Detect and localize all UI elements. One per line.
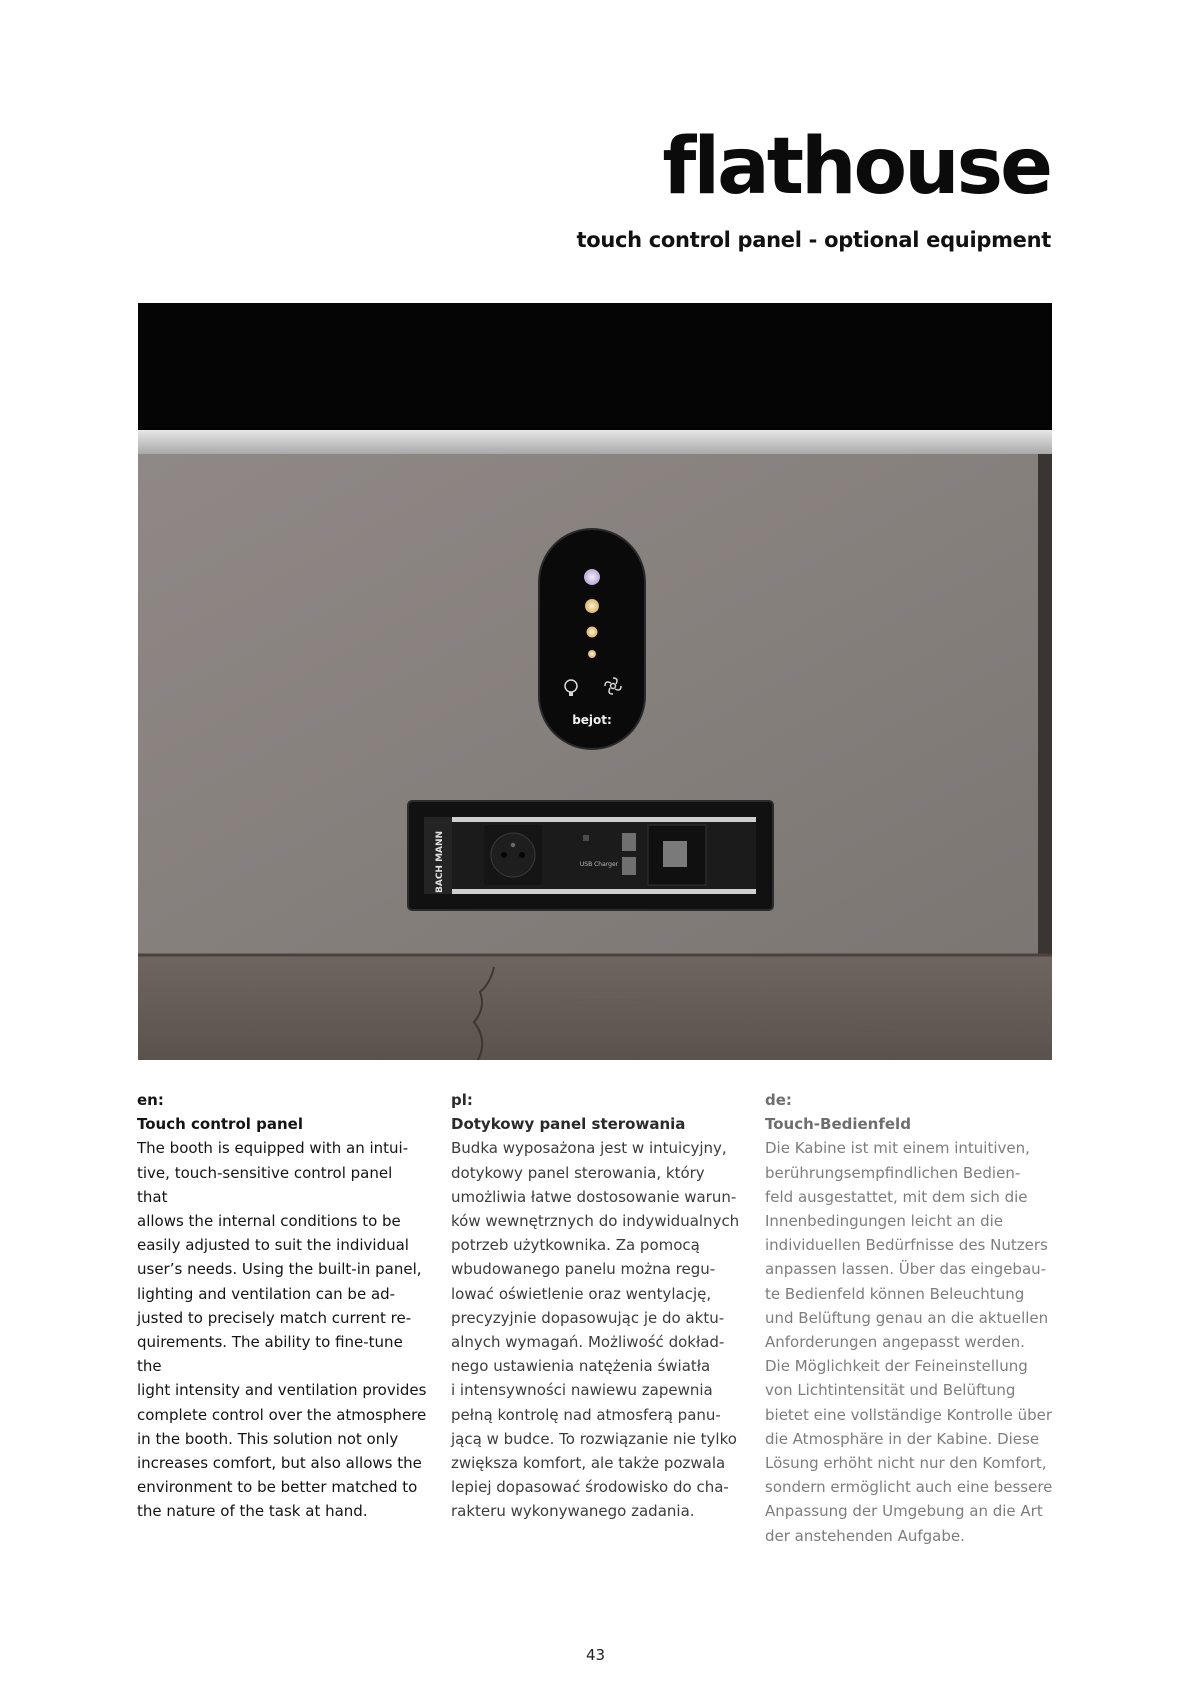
text-line: the nature of the task at hand. bbox=[137, 1502, 368, 1521]
led-3 bbox=[587, 627, 598, 638]
text-line: light intensity and ventilation provides bbox=[137, 1381, 427, 1400]
text-line: anpassen lassen. Über das eingebau- bbox=[765, 1260, 1047, 1279]
lang-label-en: en: bbox=[137, 1091, 164, 1109]
led-4 bbox=[588, 650, 596, 658]
text-line: Anforderungen angepasst werden. bbox=[765, 1333, 1025, 1352]
lang-label-de: de: bbox=[765, 1091, 792, 1109]
text-line: lepiej dopasować środowisko do cha- bbox=[451, 1478, 729, 1497]
text-line: individuellen Bedürfnisse des Nutzers bbox=[765, 1236, 1048, 1255]
text-line: user’s needs. Using the built-in panel, bbox=[137, 1260, 422, 1279]
text-line: und Belüftung genau an die aktuellen bbox=[765, 1308, 1049, 1327]
text-line: easily adjusted to suit the individual bbox=[137, 1236, 409, 1255]
power-socket bbox=[491, 833, 535, 877]
text-line: nego ustawienia natężenia światła bbox=[451, 1357, 711, 1376]
page-number: 43 bbox=[585, 1646, 606, 1664]
heading-en: Touch control panel bbox=[137, 1115, 303, 1134]
touch-control-panel bbox=[539, 529, 645, 749]
usb-port-1 bbox=[622, 833, 636, 851]
usb-port-2 bbox=[622, 857, 636, 875]
text-line: berührungsempfindlichen Bedien- bbox=[765, 1163, 1021, 1182]
body-de bbox=[765, 1136, 1055, 1547]
text-line: i intensywności nawiewu zapewnia bbox=[451, 1381, 713, 1400]
text-line: allows the internal conditions to be bbox=[137, 1212, 401, 1231]
text-line: Lösung erhöht nicht nur den Komfort, bbox=[765, 1454, 1047, 1473]
page-subtitle: touch control panel - optional equipment bbox=[576, 228, 1051, 252]
text-line: complete control over the atmosphere bbox=[137, 1405, 427, 1424]
product-photo bbox=[138, 303, 1052, 1060]
text-line: environment to be better matched to bbox=[137, 1478, 418, 1497]
text-line: Anpassung der Umgebung an die Art bbox=[765, 1502, 1043, 1521]
text-line: der anstehenden Aufgabe. bbox=[765, 1526, 965, 1545]
panel-brand: bejot: bbox=[572, 713, 612, 727]
heading-pl: Dotykowy panel sterowania bbox=[451, 1115, 686, 1134]
text-line: wbudowanego panelu można regu- bbox=[451, 1260, 716, 1279]
text-line: precyzyjnie dopasowując je do aktu- bbox=[451, 1308, 725, 1327]
text-line: pełną kontrolę nad atmosferą panu- bbox=[451, 1405, 721, 1424]
heading-de: Touch-Bedienfeld bbox=[765, 1115, 911, 1134]
text-line: umożliwia łatwe dostosowanie warun- bbox=[451, 1187, 737, 1206]
text-line: die Atmosphäre in der Kabine. Diese bbox=[765, 1429, 1040, 1448]
screen-top bbox=[138, 303, 1052, 433]
text-line: quirements. The ability to fine-tune the bbox=[137, 1333, 403, 1376]
text-line: alnych wymagań. Możliwość dokład- bbox=[451, 1333, 725, 1352]
text-line: increases comfort, but also allows the bbox=[137, 1454, 422, 1473]
text-line: rakteru wykonywanego zadania. bbox=[451, 1502, 695, 1521]
text-line: tive, touch-sensitive control panel that bbox=[137, 1163, 393, 1206]
text-line: jącą w budce. To rozwiązanie nie tylko bbox=[451, 1429, 737, 1448]
text-line: bietet eine vollständige Kontrolle über bbox=[765, 1405, 1052, 1424]
text-line: te Bedienfeld können Beleuchtung bbox=[765, 1284, 1025, 1303]
wooden-desk bbox=[138, 955, 1052, 1060]
text-line: Innenbedingungen leicht an die bbox=[765, 1212, 1004, 1231]
text-line: in the booth. This solution not only bbox=[137, 1429, 399, 1448]
text-line: zwiększa komfort, ale także pozwala bbox=[451, 1454, 726, 1473]
text-line: Budka wyposażona jest w intuicyjny, bbox=[451, 1139, 727, 1158]
lang-label-pl: pl: bbox=[451, 1091, 473, 1109]
text-line: dotykowy panel sterowania, który bbox=[451, 1163, 705, 1182]
column-de bbox=[765, 1088, 1055, 1548]
body-pl bbox=[451, 1136, 741, 1523]
text-line: von Lichtintensität und Belüftung bbox=[765, 1381, 1016, 1400]
text-line: ków wewnętrznych do indywidualnych bbox=[451, 1212, 740, 1231]
metal-rail bbox=[138, 430, 1052, 454]
text-line: lować oświetlenie oraz wentylację, bbox=[451, 1284, 712, 1303]
page-title: flathouse bbox=[662, 122, 1050, 212]
led-2 bbox=[585, 599, 599, 613]
text-line: Die Kabine ist mit einem intuitiven, bbox=[765, 1139, 1030, 1158]
column-en bbox=[137, 1088, 427, 1524]
body-en bbox=[137, 1136, 427, 1523]
text-line: sondern ermöglicht auch eine bessere bbox=[765, 1478, 1053, 1497]
socket-brand: BACH MANN bbox=[435, 830, 445, 893]
text-line: Die Möglichkeit der Feineinstellung bbox=[765, 1357, 1028, 1376]
text-line: justed to precisely match current re- bbox=[137, 1308, 412, 1327]
column-pl bbox=[451, 1088, 741, 1524]
text-line: lighting and ventilation can be ad- bbox=[137, 1284, 396, 1303]
usb-label: USB Charger bbox=[579, 861, 619, 868]
text-line: feld ausgestattet, mit dem sich die bbox=[765, 1187, 1028, 1206]
text-line: The booth is equipped with an intui- bbox=[137, 1139, 409, 1158]
led-1 bbox=[584, 569, 600, 585]
text-line: potrzeb użytkownika. Za pomocą bbox=[451, 1236, 700, 1255]
socket-strip bbox=[408, 801, 773, 910]
